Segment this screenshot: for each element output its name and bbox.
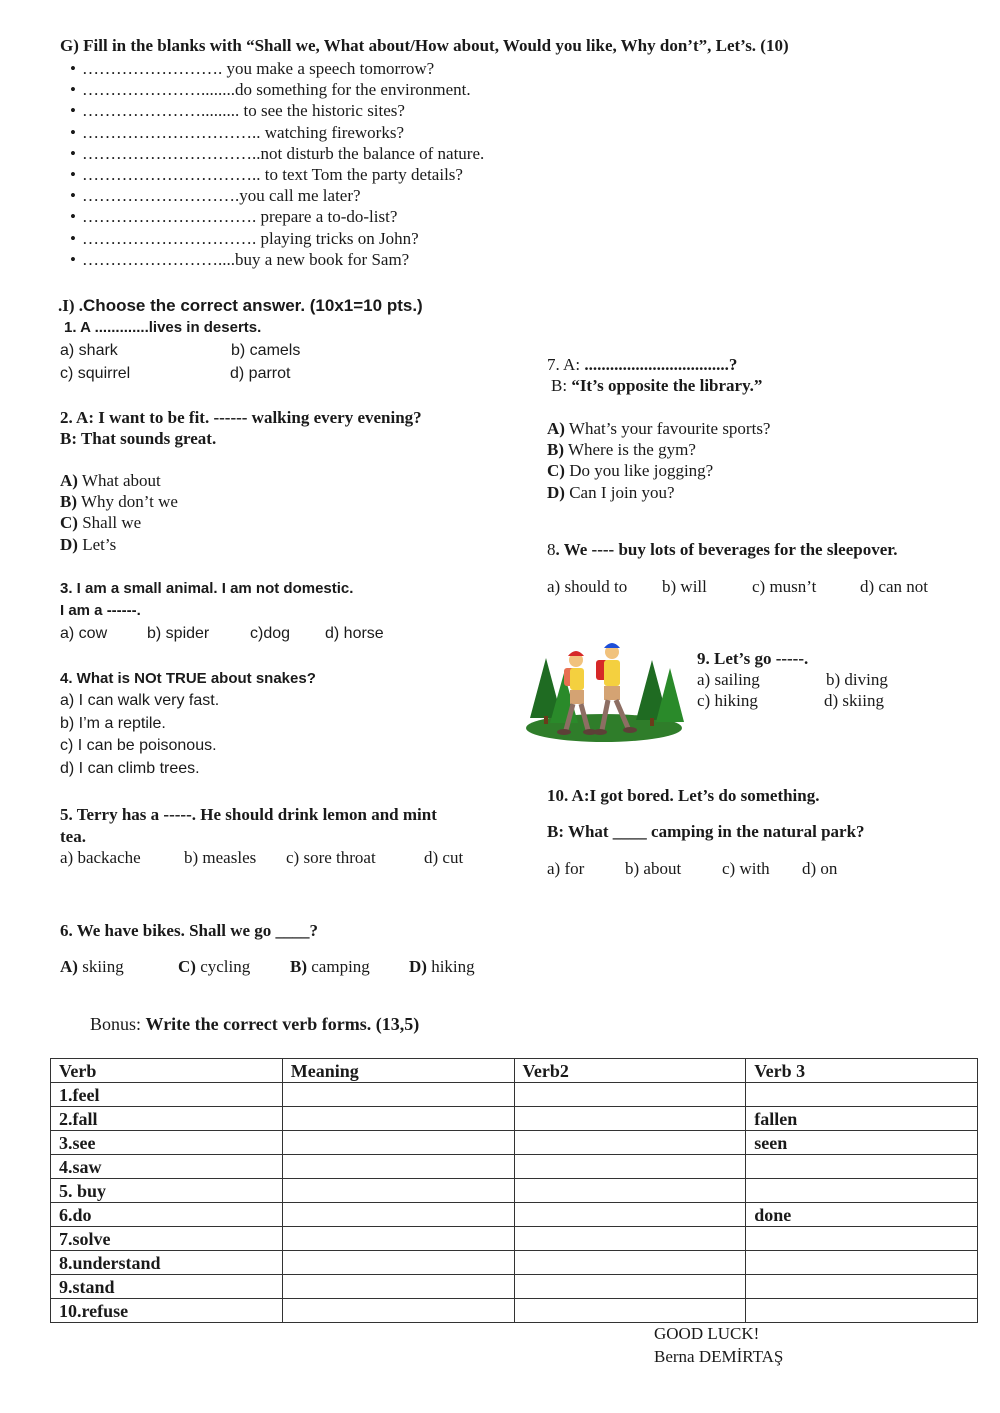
option-letter: D) — [60, 535, 78, 554]
option-text: skiing — [77, 957, 124, 976]
cell-verb2[interactable] — [514, 1179, 746, 1203]
q8-option-d: d) can not — [860, 577, 928, 596]
q5-option-a: a) backache — [60, 848, 141, 867]
option-text: Do you like jogging? — [564, 461, 714, 480]
q1-option-d: d) parrot — [230, 365, 291, 382]
option-letter: C) — [547, 461, 565, 480]
option-text: What’s your favourite sports? — [564, 419, 771, 438]
cell-meaning[interactable] — [282, 1275, 514, 1299]
bonus-title: Write the correct verb forms. (13,5) — [145, 1014, 420, 1034]
cell-verb3[interactable] — [746, 1251, 978, 1275]
cell-verb: 3.see — [51, 1131, 283, 1155]
fill-blank-item: • ……………………....buy a new book for Sam? — [64, 249, 484, 270]
q4-option-a: a) I can walk very fast. — [60, 692, 220, 709]
cell-verb3[interactable]: seen — [746, 1131, 978, 1155]
cell-verb: 10.refuse — [51, 1299, 283, 1323]
q2-stem: 2. A: I want to be fit. ------ walking every evening? — [60, 408, 422, 427]
option-letter: A) — [60, 957, 78, 976]
q9-option-c: c) hiking — [697, 691, 758, 710]
cell-verb: 4.saw — [51, 1155, 283, 1179]
q7-option-d — [547, 483, 675, 503]
q6-option-a — [60, 957, 124, 977]
q1-option-a: a) shark — [60, 342, 118, 359]
q10-option-c: c) with — [722, 859, 770, 878]
fill-blank-item: • …………………………. prepare a to-do-list? — [64, 206, 484, 227]
q3-stem: 3. I am a small animal. I am not domestic. — [60, 580, 354, 597]
header-meaning: Meaning — [282, 1059, 514, 1083]
bonus-heading — [90, 1014, 419, 1035]
table-row — [51, 1131, 978, 1155]
q1-option-b: b) camels — [231, 342, 301, 359]
q8-text: . We ---- buy lots of beverages for the sleepover. — [555, 540, 898, 559]
q3-option-b: b) spider — [147, 625, 210, 642]
q4-stem: 4. What is NOt TRUE about snakes? — [60, 670, 316, 687]
cell-verb2[interactable] — [514, 1251, 746, 1275]
cell-meaning[interactable] — [282, 1227, 514, 1251]
q4-option-d: d) I can climb trees. — [60, 760, 200, 777]
cell-verb: 9.stand — [51, 1275, 283, 1299]
cell-verb3[interactable] — [746, 1299, 978, 1323]
option-text: hiking — [426, 957, 475, 976]
q8-option-b: b) will — [662, 577, 707, 596]
cell-meaning[interactable] — [282, 1107, 514, 1131]
cell-verb2[interactable] — [514, 1107, 746, 1131]
q2-option-a — [60, 471, 161, 491]
cell-meaning[interactable] — [282, 1299, 514, 1323]
fill-blank-item: • …………………........do something for the environment. — [64, 79, 484, 100]
verb-forms-table — [50, 1058, 978, 1323]
q7-reply — [551, 376, 762, 396]
option-letter: A) — [547, 419, 565, 438]
q4-option-b: b) I’m a reptile. — [60, 715, 166, 732]
q6-option-d — [409, 957, 475, 977]
q2-option-d — [60, 535, 116, 555]
section-i-title: Choose the correct answer. (10x1=10 pts.) — [83, 296, 423, 315]
q6-stem: 6. We have bikes. Shall we go ____? — [60, 921, 319, 940]
cell-verb3[interactable] — [746, 1155, 978, 1179]
q2-reply: B: That sounds great. — [60, 429, 217, 448]
q7-reply-text: “It’s opposite the library.” — [571, 376, 763, 395]
option-text: cycling — [195, 957, 251, 976]
fill-blank-list — [64, 58, 484, 270]
option-text: Shall we — [77, 513, 142, 532]
q10-option-a: a) for — [547, 859, 585, 878]
cell-meaning[interactable] — [282, 1083, 514, 1107]
section-i-heading — [58, 296, 423, 316]
fill-blank-item: • …………………………..not disturb the balance of nature. — [64, 143, 484, 164]
hikers-illustration — [524, 638, 686, 750]
option-letter: C) — [178, 957, 196, 976]
option-letter: B) — [60, 492, 77, 511]
option-text: Where is the gym? — [564, 440, 696, 459]
option-text: Can I join you? — [564, 483, 675, 502]
q3-option-d: d) horse — [325, 625, 384, 642]
option-letter: C) — [60, 513, 78, 532]
fill-blank-item: • ……………………. you make a speech tomorrow? — [64, 58, 484, 79]
cell-verb: 5. buy — [51, 1179, 283, 1203]
option-letter: B) — [290, 957, 307, 976]
cell-verb3[interactable]: done — [746, 1203, 978, 1227]
q10-stem: 10. A:I got bored. Let’s do something. — [547, 786, 820, 805]
q8-option-c: c) musn’t — [752, 577, 817, 596]
q5-option-c: c) sore throat — [286, 848, 376, 867]
q7-blank: ..................................? — [584, 355, 738, 374]
table-row — [51, 1275, 978, 1299]
cell-verb2[interactable] — [514, 1083, 746, 1107]
cell-verb3[interactable] — [746, 1083, 978, 1107]
q7-option-a — [547, 419, 770, 439]
cell-meaning[interactable] — [282, 1155, 514, 1179]
good-luck-text: GOOD LUCK! — [654, 1324, 760, 1343]
bonus-label: Bonus: — [90, 1014, 146, 1034]
fill-blank-item: • ……………………….you call me later? — [64, 185, 484, 206]
option-text: What about — [77, 471, 161, 490]
cell-verb: 1.feel — [51, 1083, 283, 1107]
q8-number: 8 — [547, 540, 556, 559]
q5-option-d: d) cut — [424, 848, 464, 867]
q7-option-c — [547, 461, 713, 481]
table-row — [51, 1251, 978, 1275]
q9-option-d: d) skiing — [824, 691, 884, 710]
q6-option-b — [178, 957, 250, 977]
option-letter: D) — [409, 957, 427, 976]
table-row — [51, 1083, 978, 1107]
cell-meaning[interactable] — [282, 1131, 514, 1155]
cell-verb: 6.do — [51, 1203, 283, 1227]
q9-option-b: b) diving — [826, 670, 888, 689]
q9-stem: 9. Let’s go -----. — [697, 649, 809, 668]
cell-meaning[interactable] — [282, 1203, 514, 1227]
q7-prefix: 7. A: — [547, 355, 585, 374]
q9-option-a: a) sailing — [697, 670, 760, 689]
q7-stem — [547, 355, 737, 375]
q10-option-d: d) on — [802, 859, 838, 878]
author-name: Berna DEMİRTAŞ — [654, 1347, 784, 1366]
q10-stem-2: B: What ____ camping in the natural park? — [547, 822, 865, 841]
q3-option-a: a) cow — [60, 625, 108, 642]
q7-reply-prefix: B: — [551, 376, 572, 395]
table-row — [51, 1179, 978, 1203]
q8-option-a: a) should to — [547, 577, 628, 596]
q2-option-c — [60, 513, 141, 533]
table-header-row — [51, 1059, 978, 1083]
cell-verb3[interactable] — [746, 1227, 978, 1251]
q4-option-c: c) I can be poisonous. — [60, 737, 217, 754]
section-i-prefix: .I) . — [58, 296, 84, 315]
cell-verb: 7.solve — [51, 1227, 283, 1251]
q8-stem — [547, 540, 898, 560]
fill-blank-item: • ………………………….. to text Tom the party details? — [64, 164, 484, 185]
option-text: Why don’t we — [77, 492, 178, 511]
q5-option-b: b) measles — [184, 848, 257, 867]
q2-option-b — [60, 492, 178, 512]
cell-meaning[interactable] — [282, 1251, 514, 1275]
cell-meaning[interactable] — [282, 1179, 514, 1203]
option-letter: B) — [547, 440, 564, 459]
table-row — [51, 1203, 978, 1227]
header-verb3: Verb 3 — [746, 1059, 978, 1083]
cell-verb2[interactable] — [514, 1203, 746, 1227]
header-verb2: Verb2 — [514, 1059, 746, 1083]
q10-option-b: b) about — [625, 859, 682, 878]
table-row — [51, 1227, 978, 1251]
q7-option-b — [547, 440, 696, 460]
option-text: Let’s — [77, 535, 117, 554]
cell-verb2[interactable] — [514, 1275, 746, 1299]
cell-verb: 2.fall — [51, 1107, 283, 1131]
q5-stem: 5. Terry has a -----. He should drink lemon and mint — [60, 805, 437, 824]
cell-verb2[interactable] — [514, 1131, 746, 1155]
cell-verb3[interactable] — [746, 1275, 978, 1299]
fill-blank-item: • …………………......... to see the historic sites? — [64, 100, 484, 121]
cell-verb3[interactable]: fallen — [746, 1107, 978, 1131]
q3-option-c: c)dog — [250, 625, 291, 642]
fill-blank-item: • …………………………. playing tricks on John? — [64, 228, 484, 249]
header-verb: Verb — [51, 1059, 283, 1083]
option-letter: D) — [547, 483, 565, 502]
section-g-title: G) Fill in the blanks with “Shall we, What about/How about, Would you like, Why don’t”, Let’s. (10) — [60, 36, 789, 55]
cell-verb: 8.understand — [51, 1251, 283, 1275]
q3-stem-2: I am a ------. — [60, 602, 141, 619]
q1-stem: 1. A .............lives in deserts. — [64, 319, 262, 336]
q5-stem-2: tea. — [60, 827, 86, 846]
cell-verb3[interactable] — [746, 1179, 978, 1203]
table-row — [51, 1299, 978, 1323]
q6-option-c — [290, 957, 370, 977]
fill-blank-item: • ………………………….. watching fireworks? — [64, 122, 484, 143]
table-row — [51, 1155, 978, 1179]
q1-option-c: c) squirrel — [60, 365, 131, 382]
cell-verb2[interactable] — [514, 1227, 746, 1251]
cell-verb2[interactable] — [514, 1155, 746, 1179]
table-row — [51, 1107, 978, 1131]
cell-verb2[interactable] — [514, 1299, 746, 1323]
option-letter: A) — [60, 471, 78, 490]
option-text: camping — [307, 957, 370, 976]
